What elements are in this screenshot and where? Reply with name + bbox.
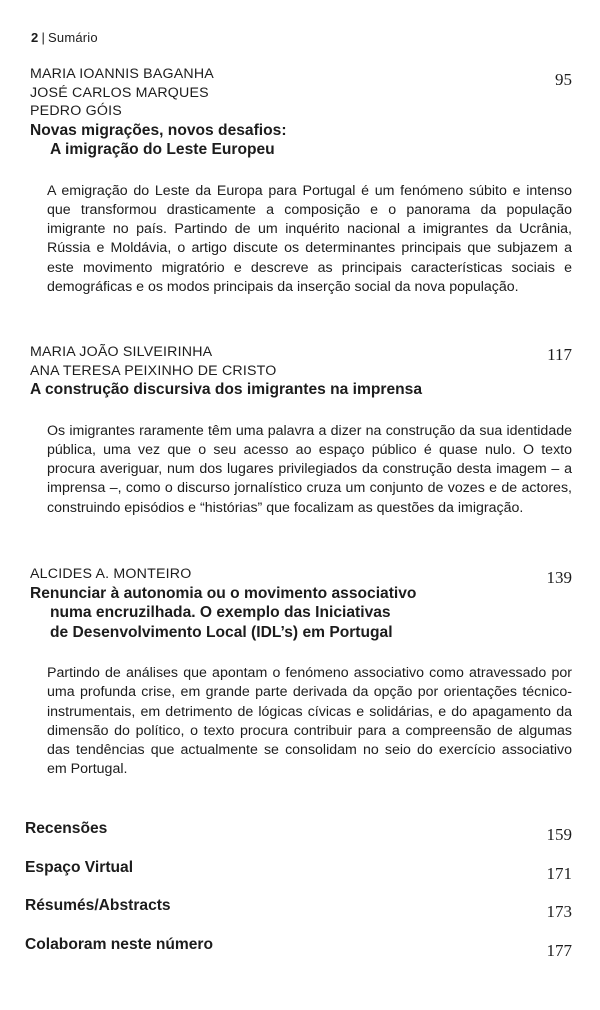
section-label: Recensões <box>25 820 108 837</box>
toc-entry <box>30 65 572 297</box>
entry-page-number: 95 <box>555 70 572 89</box>
entry-page-number: 117 <box>547 345 572 364</box>
author-name: JOSÉ CARLOS MARQUES <box>30 84 209 101</box>
section-row <box>25 897 572 936</box>
title-line: Renunciar à autonomia ou o movimento associativo <box>30 584 417 602</box>
entry-title <box>30 380 572 400</box>
entry-page-number: 139 <box>546 568 572 587</box>
author-name: ANA TERESA PEIXINHO DE CRISTO <box>30 362 277 379</box>
section-label: Colaboram neste número <box>25 935 214 953</box>
title-line: A imigração do Leste Europeu <box>50 141 275 158</box>
page-number: 2 <box>31 30 39 45</box>
section-page-number: 159 <box>546 825 572 844</box>
entry-title <box>30 121 572 160</box>
toc-entry <box>30 565 572 780</box>
entry-authors <box>30 343 572 380</box>
section-title: Sumário <box>48 30 98 45</box>
entry-abstract: Partindo de análises que apontam o fenómeno associativo como atravessado por uma profunda crise, em grande parte derivada da opção por orientações técnico-instrumentais, em detrimento de lógicas cívicas e solidárias, e do apagamento da dimensão do político, o texto procura contribuir para a compreensão de algumas das tendências que actualmente se consolidam no seio do exercício associativo em Portugal. <box>47 665 572 778</box>
section-label: Résumés/Abstracts <box>25 897 171 914</box>
title-line: de Desenvolvimento Local (IDL’s) em Portugal <box>50 623 393 641</box>
section-row <box>25 859 572 898</box>
author-name: MARIA JOÃO SILVEIRINHA <box>30 344 213 360</box>
section-row <box>25 820 572 859</box>
section-label: Espaço Virtual <box>25 858 134 876</box>
page-header <box>31 30 98 45</box>
entry-authors <box>30 565 572 584</box>
author-name: ALCIDES A. MONTEIRO <box>30 566 192 582</box>
section-page-number: 171 <box>546 863 572 883</box>
entry-authors <box>30 65 572 121</box>
author-name: PEDRO GÓIS <box>30 103 122 119</box>
author-name: MARIA IOANNIS BAGANHA <box>30 66 214 82</box>
section-page-number: 173 <box>546 902 572 921</box>
header-separator: | <box>41 30 46 45</box>
title-line: numa encruzilhada. O exemplo das Iniciativas <box>50 604 391 621</box>
section-page-number: 177 <box>546 940 572 960</box>
entry-title <box>30 584 572 643</box>
title-line: A construção discursiva dos imigrantes na imprensa <box>30 381 422 398</box>
entry-abstract: A emigração do Leste da Europa para Portugal é um fenómeno súbito e intenso que transformou drasticamente a composição e o panorama da população imigrante no país. Partindo de um inquérito nacional a imigrantes da Ucrânia, Rússia e Moldávia, o artigo discute os determinantes principais que subjazem a este movimento migratório e descreve as principais características sociais e demográficas e os modos principais da inserção social da nova população. <box>47 182 572 295</box>
section-list <box>25 820 572 974</box>
entry-abstract: Os imigrantes raramente têm uma palavra a dizer na construção da sua identidade pública, uma vez que o seu acesso ao espaço público é quase nulo. O texto procura averiguar, num dos lugares privilegiados da construção desta imagem – a imprensa –, como o discurso jornalístico cruza um conjunto de vozes e de actores, construindo episódios e “histórias” que focalizam as questões da imigração. <box>47 422 572 516</box>
section-row <box>25 936 572 975</box>
title-line: Novas migrações, novos desafios: <box>30 121 287 139</box>
toc-entry <box>30 343 572 518</box>
